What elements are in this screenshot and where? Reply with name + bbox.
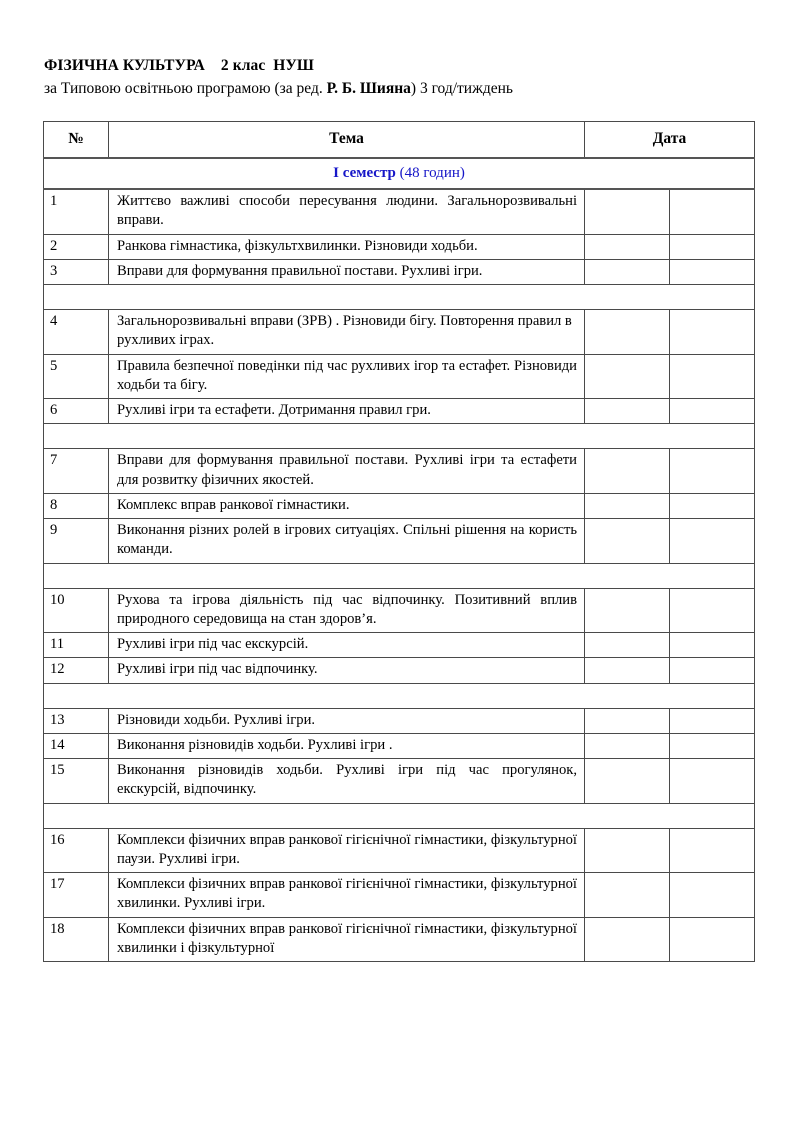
cell-date-planned[interactable] [585, 633, 670, 658]
cell-date-actual[interactable] [670, 708, 755, 733]
cell-date-planned[interactable] [585, 917, 670, 962]
cell-lesson-number: 10 [44, 588, 109, 633]
table-row [44, 658, 755, 683]
cell-lesson-topic: Рухова та ігрова діяльність під час відпочинку. Позитивний вплив природного середовища на стан здоров’я. [109, 588, 585, 633]
table-row [44, 759, 755, 804]
separator-cell [44, 285, 755, 310]
table-row [44, 493, 755, 518]
cell-lesson-number: 8 [44, 493, 109, 518]
table-row [44, 708, 755, 733]
cell-date-planned[interactable] [585, 310, 670, 355]
semester-banner-cell [44, 158, 755, 189]
cell-lesson-topic: Рухливі ігри під час відпочинку. [109, 658, 585, 683]
cell-date-actual[interactable] [670, 733, 755, 758]
cell-date-actual[interactable] [670, 449, 755, 494]
cell-lesson-number: 13 [44, 708, 109, 733]
cell-date-actual[interactable] [670, 759, 755, 804]
cell-date-planned[interactable] [585, 354, 670, 399]
cell-date-actual[interactable] [670, 917, 755, 962]
column-header-topic: Тема [109, 122, 585, 159]
cell-date-actual[interactable] [670, 310, 755, 355]
table-row [44, 259, 755, 284]
cell-lesson-topic: Вправи для формування правильної постави. Рухливі ігри. [109, 259, 585, 284]
cell-lesson-number: 2 [44, 234, 109, 259]
separator-cell [44, 683, 755, 708]
table-row [44, 449, 755, 494]
cell-date-planned[interactable] [585, 733, 670, 758]
cell-lesson-number: 18 [44, 917, 109, 962]
table-row [44, 917, 755, 962]
cell-lesson-number: 11 [44, 633, 109, 658]
cell-lesson-topic: Виконання різновидів ходьби. Рухливі ігри під час прогулянок, екскурсій, відпочинку. [109, 759, 585, 804]
table-separator-row [44, 563, 755, 588]
cell-date-planned[interactable] [585, 708, 670, 733]
column-header-date: Дата [585, 122, 755, 159]
cell-date-actual[interactable] [670, 588, 755, 633]
cell-date-actual[interactable] [670, 633, 755, 658]
cell-date-planned[interactable] [585, 449, 670, 494]
cell-lesson-number: 5 [44, 354, 109, 399]
cell-lesson-number: 6 [44, 399, 109, 424]
cell-date-planned[interactable] [585, 189, 670, 234]
cell-date-planned[interactable] [585, 259, 670, 284]
cell-lesson-topic: Комплекс вправ ранкової гімнастики. [109, 493, 585, 518]
cell-date-actual[interactable] [670, 519, 755, 564]
cell-date-planned[interactable] [585, 658, 670, 683]
table-separator-row [44, 285, 755, 310]
cell-date-planned[interactable] [585, 519, 670, 564]
cell-date-planned[interactable] [585, 234, 670, 259]
table-row [44, 873, 755, 918]
cell-lesson-number: 9 [44, 519, 109, 564]
cell-date-actual[interactable] [670, 493, 755, 518]
cell-date-actual[interactable] [670, 873, 755, 918]
cell-lesson-number: 1 [44, 189, 109, 234]
separator-cell [44, 803, 755, 828]
cell-lesson-topic: Вправи для формування правильної постави. Рухливі ігри та естафети для розвитку фізичних якостей. [109, 449, 585, 494]
cell-date-planned[interactable] [585, 828, 670, 873]
cell-lesson-number: 4 [44, 310, 109, 355]
table-separator-row [44, 683, 755, 708]
cell-lesson-topic: Виконання різних ролей в ігрових ситуаціях. Спільні рішення на користь команди. [109, 519, 585, 564]
table-row [44, 399, 755, 424]
table-row [44, 733, 755, 758]
cell-lesson-topic: Рухливі ігри та естафети. Дотримання правил гри. [109, 399, 585, 424]
cell-lesson-number: 3 [44, 259, 109, 284]
cell-date-planned[interactable] [585, 873, 670, 918]
cell-lesson-topic: Комплекси фізичних вправ ранкової гігієнічної гімнастики, фізкультурної паузи. Рухливі ігри. [109, 828, 585, 873]
cell-lesson-number: 15 [44, 759, 109, 804]
lesson-plan-table [43, 121, 755, 962]
cell-lesson-number: 16 [44, 828, 109, 873]
subtitle-editor: Р. Б. Шияна [326, 80, 411, 97]
table-row [44, 189, 755, 234]
cell-lesson-topic: Комплекси фізичних вправ ранкової гігієнічної гімнастики, фізкультурної хвилинки. Рухливі ігри. [109, 873, 585, 918]
subtitle-prefix: за Типовою освітньою програмою (за ред. [44, 80, 327, 97]
subtitle-suffix: ) 3 год/тиждень [410, 80, 513, 97]
table-separator-row [44, 803, 755, 828]
cell-date-actual[interactable] [670, 399, 755, 424]
semester-label: I семестр [333, 164, 396, 181]
cell-lesson-number: 12 [44, 658, 109, 683]
table-row [44, 519, 755, 564]
cell-date-planned[interactable] [585, 588, 670, 633]
cell-lesson-topic: Комплекси фізичних вправ ранкової гігієнічної гімнастики, фізкультурної хвилинки і фізкультурної [109, 917, 585, 962]
semester-hours: (48 годин) [395, 164, 465, 181]
cell-lesson-number: 17 [44, 873, 109, 918]
semester-banner-row [44, 158, 755, 189]
page-title: ФІЗИЧНА КУЛЬТУРА 2 клас НУШ [44, 57, 315, 74]
cell-date-actual[interactable] [670, 354, 755, 399]
cell-lesson-topic: Життєво важливі способи пересування людини. Загальнорозвивальні вправи. [109, 189, 585, 234]
table-row [44, 310, 755, 355]
column-header-number: № [44, 122, 109, 159]
document-subtitle [44, 78, 754, 100]
cell-date-actual[interactable] [670, 189, 755, 234]
document-heading [44, 55, 754, 100]
cell-date-actual[interactable] [670, 828, 755, 873]
cell-date-actual[interactable] [670, 259, 755, 284]
cell-lesson-topic: Рухливі ігри під час екскурсій. [109, 633, 585, 658]
table-separator-row [44, 424, 755, 449]
cell-date-planned[interactable] [585, 493, 670, 518]
cell-lesson-number: 14 [44, 733, 109, 758]
cell-lesson-topic: Правила безпечної поведінки під час рухливих ігор та естафет. Різновиди ходьби та бігу. [109, 354, 585, 399]
table-body [44, 189, 755, 962]
table-header-row [44, 122, 755, 159]
cell-date-planned[interactable] [585, 399, 670, 424]
cell-lesson-number: 7 [44, 449, 109, 494]
cell-date-actual[interactable] [670, 234, 755, 259]
cell-date-actual[interactable] [670, 658, 755, 683]
cell-lesson-topic: Ранкова гімнастика, фізкультхвилинки. Різновиди ходьби. [109, 234, 585, 259]
table-row [44, 588, 755, 633]
table-row [44, 633, 755, 658]
cell-lesson-topic: Різновиди ходьби. Рухливі ігри. [109, 708, 585, 733]
separator-cell [44, 563, 755, 588]
cell-lesson-topic: Виконання різновидів ходьби. Рухливі ігри . [109, 733, 585, 758]
table-row [44, 828, 755, 873]
table-row [44, 354, 755, 399]
cell-lesson-topic: Загальнорозвивальні вправи (ЗРВ) . Різновиди бігу. Повторення правил в рухливих іграх. [109, 310, 585, 355]
separator-cell [44, 424, 755, 449]
cell-date-planned[interactable] [585, 759, 670, 804]
table-row [44, 234, 755, 259]
